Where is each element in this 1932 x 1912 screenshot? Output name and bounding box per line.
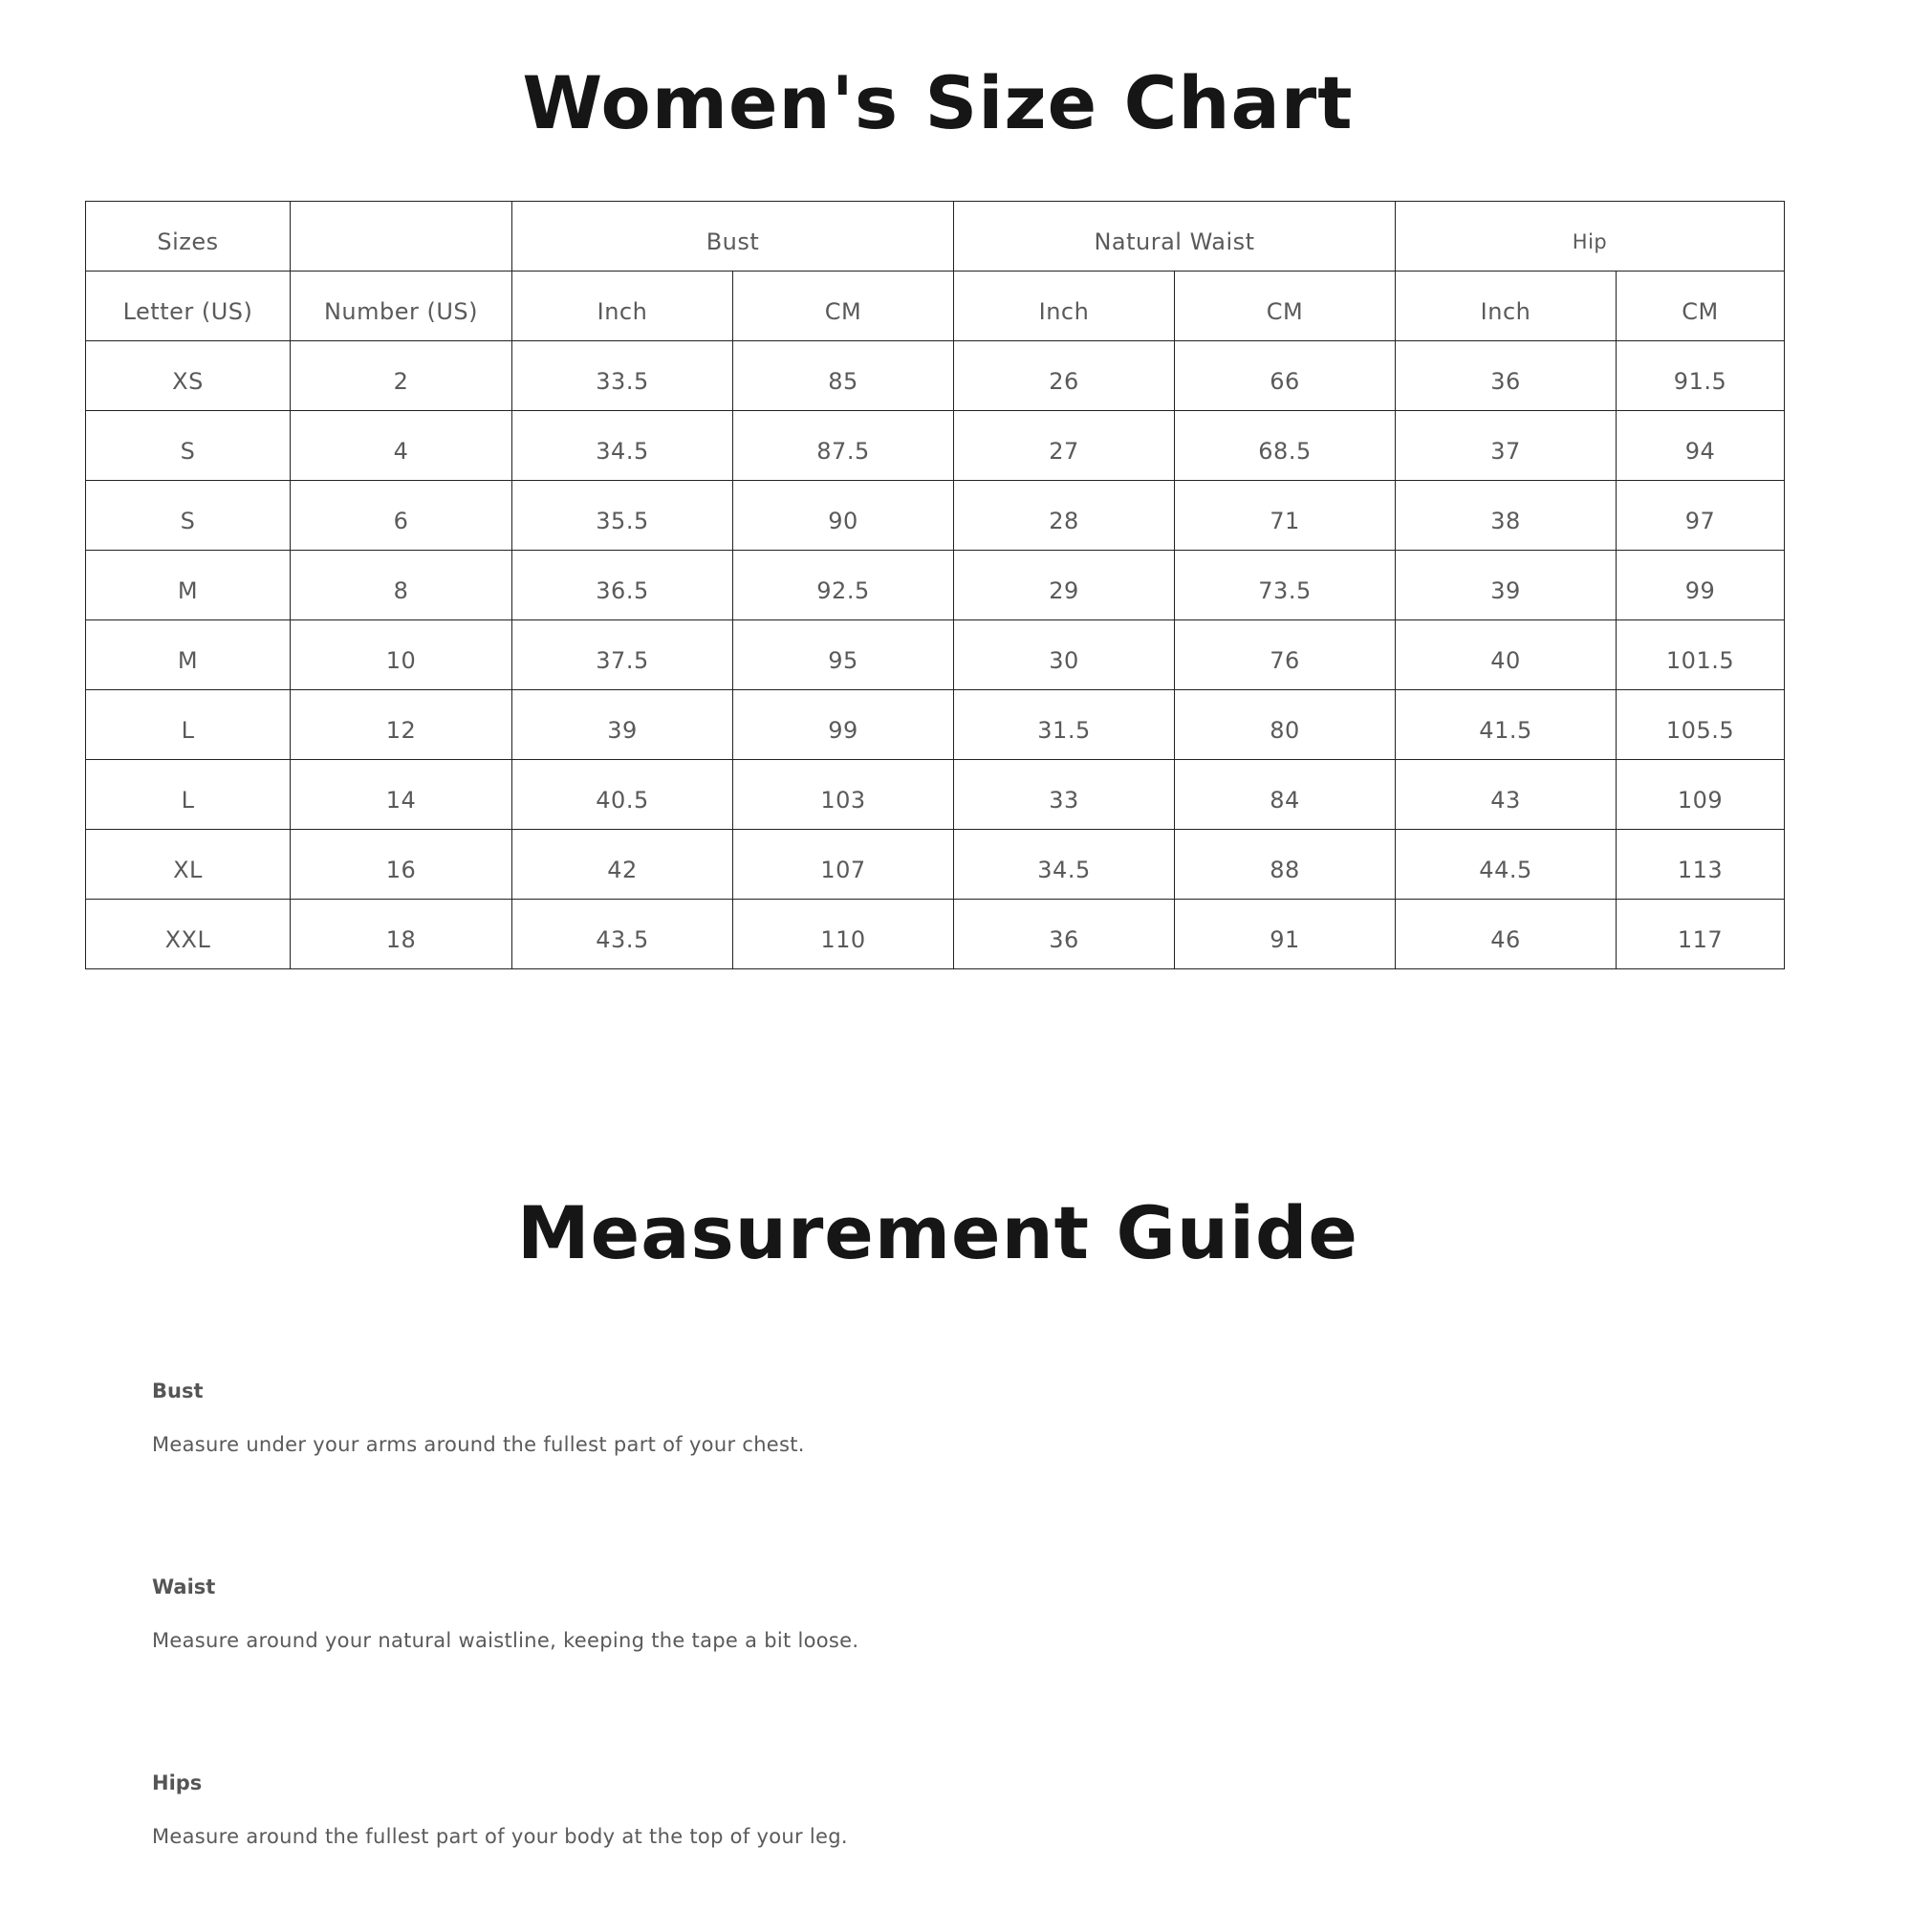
- table-cell: 90: [733, 481, 954, 551]
- table-cell: 76: [1175, 620, 1396, 690]
- table-cell: 36.5: [512, 551, 733, 620]
- table-cell: 46: [1396, 900, 1617, 969]
- header-cell-sizes: Sizes: [86, 202, 291, 272]
- header-cell-natural-waist: Natural Waist: [954, 202, 1396, 272]
- table-cell: 91: [1175, 900, 1396, 969]
- guide-text: Measure under your arms around the fullest part of your chest.: [152, 1433, 805, 1456]
- guide-text: Measure around your natural waistline, keeping the tape a bit loose.: [152, 1629, 859, 1652]
- table-cell: 36: [954, 900, 1175, 969]
- table-cell: 80: [1175, 690, 1396, 760]
- table-cell: 88: [1175, 830, 1396, 900]
- table-body: [86, 202, 1785, 969]
- table-cell: 84: [1175, 760, 1396, 830]
- table-cell: 36: [1396, 341, 1617, 411]
- table-row: [86, 481, 1785, 551]
- table-cell: XS: [86, 341, 291, 411]
- table-cell: 99: [1617, 551, 1785, 620]
- measurement-guide-title: Measurement Guide: [517, 1190, 1358, 1275]
- table-cell: 37.5: [512, 620, 733, 690]
- table-cell: 66: [1175, 341, 1396, 411]
- table-cell: 16: [291, 830, 512, 900]
- guide-label: Bust: [152, 1380, 204, 1402]
- header-cell-hip: Hip: [1396, 202, 1785, 272]
- table-cell: 4: [291, 411, 512, 481]
- table-row: [86, 690, 1785, 760]
- table-row: [86, 900, 1785, 969]
- table-cell: 30: [954, 620, 1175, 690]
- table-cell: XXL: [86, 900, 291, 969]
- subheader-cell: Inch: [954, 272, 1175, 341]
- table-cell: 105.5: [1617, 690, 1785, 760]
- table-cell: 110: [733, 900, 954, 969]
- table-cell: 37: [1396, 411, 1617, 481]
- table-cell: 97: [1617, 481, 1785, 551]
- subheader-cell: Inch: [512, 272, 733, 341]
- table-cell: 10: [291, 620, 512, 690]
- table-cell: 33.5: [512, 341, 733, 411]
- table-row: [86, 551, 1785, 620]
- table-row: [86, 760, 1785, 830]
- table-cell: 29: [954, 551, 1175, 620]
- table-cell: S: [86, 481, 291, 551]
- table-cell: 103: [733, 760, 954, 830]
- table-cell: L: [86, 760, 291, 830]
- table-cell: 73.5: [1175, 551, 1396, 620]
- table-cell: 28: [954, 481, 1175, 551]
- table-cell: S: [86, 411, 291, 481]
- table-cell: 43.5: [512, 900, 733, 969]
- subheader-cell: Letter (US): [86, 272, 291, 341]
- table-cell: 34.5: [954, 830, 1175, 900]
- table-cell: 40.5: [512, 760, 733, 830]
- guide-item-bust: [152, 1377, 1777, 1459]
- table-cell: 18: [291, 900, 512, 969]
- size-chart-table: [85, 201, 1785, 969]
- table-cell: 113: [1617, 830, 1785, 900]
- table-cell: 99: [733, 690, 954, 760]
- table-cell: M: [86, 620, 291, 690]
- table-row: [86, 411, 1785, 481]
- table-subheader-row: [86, 272, 1785, 341]
- table-header-row: [86, 202, 1785, 272]
- table-cell: M: [86, 551, 291, 620]
- table-cell: 2: [291, 341, 512, 411]
- subheader-cell: CM: [1617, 272, 1785, 341]
- guide-label: Waist: [152, 1575, 216, 1598]
- table-cell: 14: [291, 760, 512, 830]
- table-cell: 39: [1396, 551, 1617, 620]
- table-cell: 107: [733, 830, 954, 900]
- table-cell: 71: [1175, 481, 1396, 551]
- table-cell: 26: [954, 341, 1175, 411]
- table-cell: 27: [954, 411, 1175, 481]
- table-cell: 94: [1617, 411, 1785, 481]
- table-row: [86, 341, 1785, 411]
- table-cell: 6: [291, 481, 512, 551]
- guide-text: Measure around the fullest part of your body at the top of your leg.: [152, 1825, 848, 1848]
- table-cell: L: [86, 690, 291, 760]
- table-cell: 44.5: [1396, 830, 1617, 900]
- table-cell: 40: [1396, 620, 1617, 690]
- guide-item-waist: [152, 1573, 1777, 1655]
- table-cell: 95: [733, 620, 954, 690]
- subheader-cell: Number (US): [291, 272, 512, 341]
- table-cell: 101.5: [1617, 620, 1785, 690]
- table-cell: 68.5: [1175, 411, 1396, 481]
- guide-item-hips: [152, 1769, 1777, 1851]
- page-title: Women's Size Chart: [522, 60, 1354, 145]
- table-cell: 117: [1617, 900, 1785, 969]
- table-cell: 31.5: [954, 690, 1175, 760]
- table-cell: 38: [1396, 481, 1617, 551]
- header-cell-bust: Bust: [512, 202, 954, 272]
- table-row: [86, 620, 1785, 690]
- table-cell: 92.5: [733, 551, 954, 620]
- table-cell: 33: [954, 760, 1175, 830]
- subheader-cell: Inch: [1396, 272, 1617, 341]
- table-cell: 35.5: [512, 481, 733, 551]
- table-row: [86, 830, 1785, 900]
- table-cell: 91.5: [1617, 341, 1785, 411]
- table-cell: 39: [512, 690, 733, 760]
- table-cell: 43: [1396, 760, 1617, 830]
- subheader-cell: CM: [1175, 272, 1396, 341]
- guide-label: Hips: [152, 1771, 203, 1794]
- subheader-cell: CM: [733, 272, 954, 341]
- table-cell: 85: [733, 341, 954, 411]
- table-cell: 34.5: [512, 411, 733, 481]
- table-cell: 12: [291, 690, 512, 760]
- table-cell: 42: [512, 830, 733, 900]
- table-cell: XL: [86, 830, 291, 900]
- table-cell: 8: [291, 551, 512, 620]
- header-cell-blank: [291, 202, 512, 272]
- table-cell: 109: [1617, 760, 1785, 830]
- table-cell: 87.5: [733, 411, 954, 481]
- table-cell: 41.5: [1396, 690, 1617, 760]
